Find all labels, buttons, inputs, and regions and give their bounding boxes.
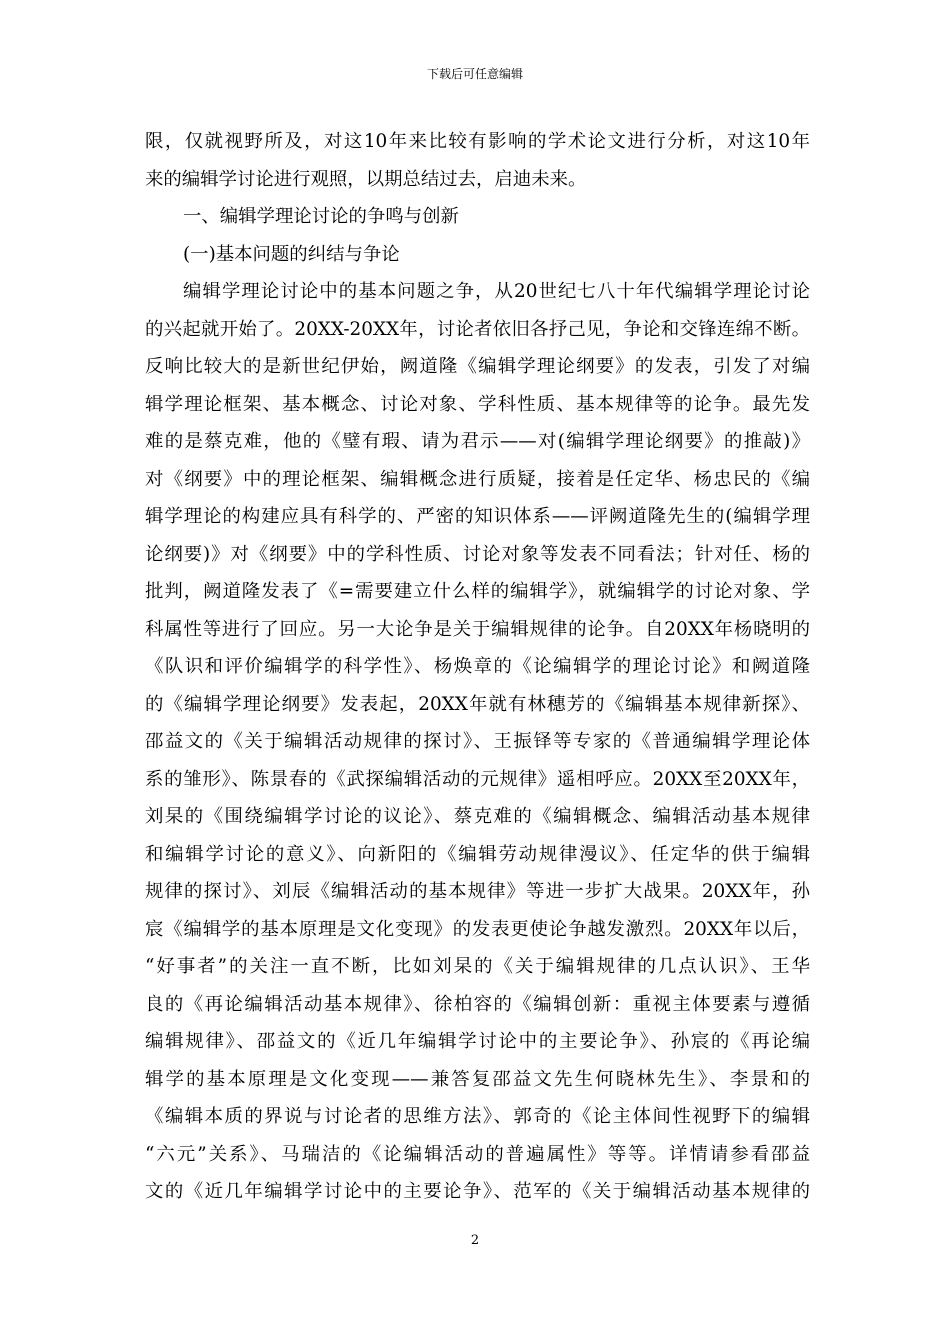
body-text bbox=[145, 123, 810, 1211]
text-line: 系的雏形》、陈景春的《武探编辑活动的元规律》遥相呼应。20XX至20XX年， bbox=[145, 768, 810, 790]
text-line: 的《编辑学理论纲要》发表起，20XX年就有林穗芳的《编辑基本规律新探》、 bbox=[145, 693, 810, 715]
text-line: “好事者”的关注一直不断，比如刘杲的《关于编辑规律的几点认识》、王华 bbox=[145, 956, 810, 977]
text-line: 辑学的基本原理是文化变现——兼答复邵益文先生何晓林先生》、李景和的 bbox=[145, 1068, 810, 1090]
text-line: 宸《编辑学的基本原理是文化变现》的发表更使论争越发激烈。20XX年以后， bbox=[145, 918, 810, 940]
text-line: 来的编辑学讨论进行观照，以期总结过去，启迪未来。 bbox=[145, 168, 587, 190]
text-line: 反响比较大的是新世纪伊始，阙道隆《编辑学理论纲要》的发表，引发了对编 bbox=[145, 356, 810, 377]
text-line: 文的《近几年编辑学讨论中的主要论争》、范军的《关于编辑活动基本规律的 bbox=[145, 1181, 810, 1202]
page-number: 2 bbox=[470, 1233, 480, 1248]
text-line: 和编辑学讨论的意义》、向新阳的《编辑劳动规律漫议》、任定华的供于编辑 bbox=[145, 843, 810, 865]
subsection-heading: (一)基本问题的纠结与争论 bbox=[183, 243, 400, 265]
text-line: “六元”关系》、马瑞洁的《论编辑活动的普遍属性》等等。详情请参看邵益 bbox=[145, 1143, 810, 1165]
text-line: 难的是蔡克难，他的《璧有瑕、请为君示——对(编辑学理论纲要》的推敲)》 bbox=[145, 431, 810, 452]
text-line: 《队识和评价编辑学的科学性》、杨焕章的《论编辑学的理论讨论》和阙道隆 bbox=[145, 656, 810, 677]
text-line: 限，仅就视野所及，对这10年来比较有影响的学术论文进行分析，对这10年 bbox=[145, 131, 810, 152]
text-line: 科属性等进行了回应。另一大论争是关于编辑规律的论争。自20XX年杨晓明的 bbox=[145, 618, 810, 640]
text-line: 批判，阙道隆发表了《=需要建立什么样的编辑学》，就编辑学的讨论对象、学 bbox=[145, 581, 810, 602]
text-line: 对《纲要》中的理论框架、编辑概念进行质疑，接着是任定华、杨忠民的《编 bbox=[145, 468, 810, 490]
text-line: 良的《再论编辑活动基本规律》、徐柏容的《编辑创新：重视主体要素与遵循 bbox=[145, 993, 810, 1015]
text-line: 编辑规律》、邵益文的《近几年编辑学讨论中的主要论争》、孙宸的《再论编 bbox=[145, 1031, 810, 1052]
text-line: 辑学理论框架、基本概念、讨论对象、学科性质、基本规律等的论争。最先发 bbox=[145, 393, 810, 415]
text-line: 邵益文的《关于编辑活动规律的探讨》、王振铎等专家的《普通编辑学理论体 bbox=[145, 731, 810, 752]
text-line: 论纲要)》对《纲要》中的学科性质、讨论对象等发表不同看法；针对任、杨的 bbox=[145, 543, 810, 565]
text-line: 刘杲的《围绕编辑学讨论的议论》、蔡克难的《编辑概念、编辑活动基本规律 bbox=[145, 806, 810, 827]
text-line: 的兴起就开始了。20XX-20XX年，讨论者依旧各抒己见，争论和交锋连绵不断。 bbox=[145, 318, 810, 340]
section-heading: 一、编辑学理论讨论的争鸣与创新 bbox=[183, 206, 459, 227]
text-line: 规律的探讨》、刘辰《编辑活动的基本规律》等进一步扩大战果。20XX年，孙 bbox=[145, 881, 810, 902]
text-line: 《编辑本质的界说与讨论者的思维方法》、郭奇的《论主体间性视野下的编辑 bbox=[145, 1106, 810, 1127]
text-line: 辑学理论的构建应具有科学的、严密的知识体系——评阙道隆先生的(编辑学理 bbox=[145, 506, 810, 527]
text-line: 编辑学理论讨论中的基本问题之争，从20世纪七八十年代编辑学理论讨论 bbox=[183, 281, 810, 302]
page-header: 下载后可任意编辑 bbox=[426, 67, 523, 81]
